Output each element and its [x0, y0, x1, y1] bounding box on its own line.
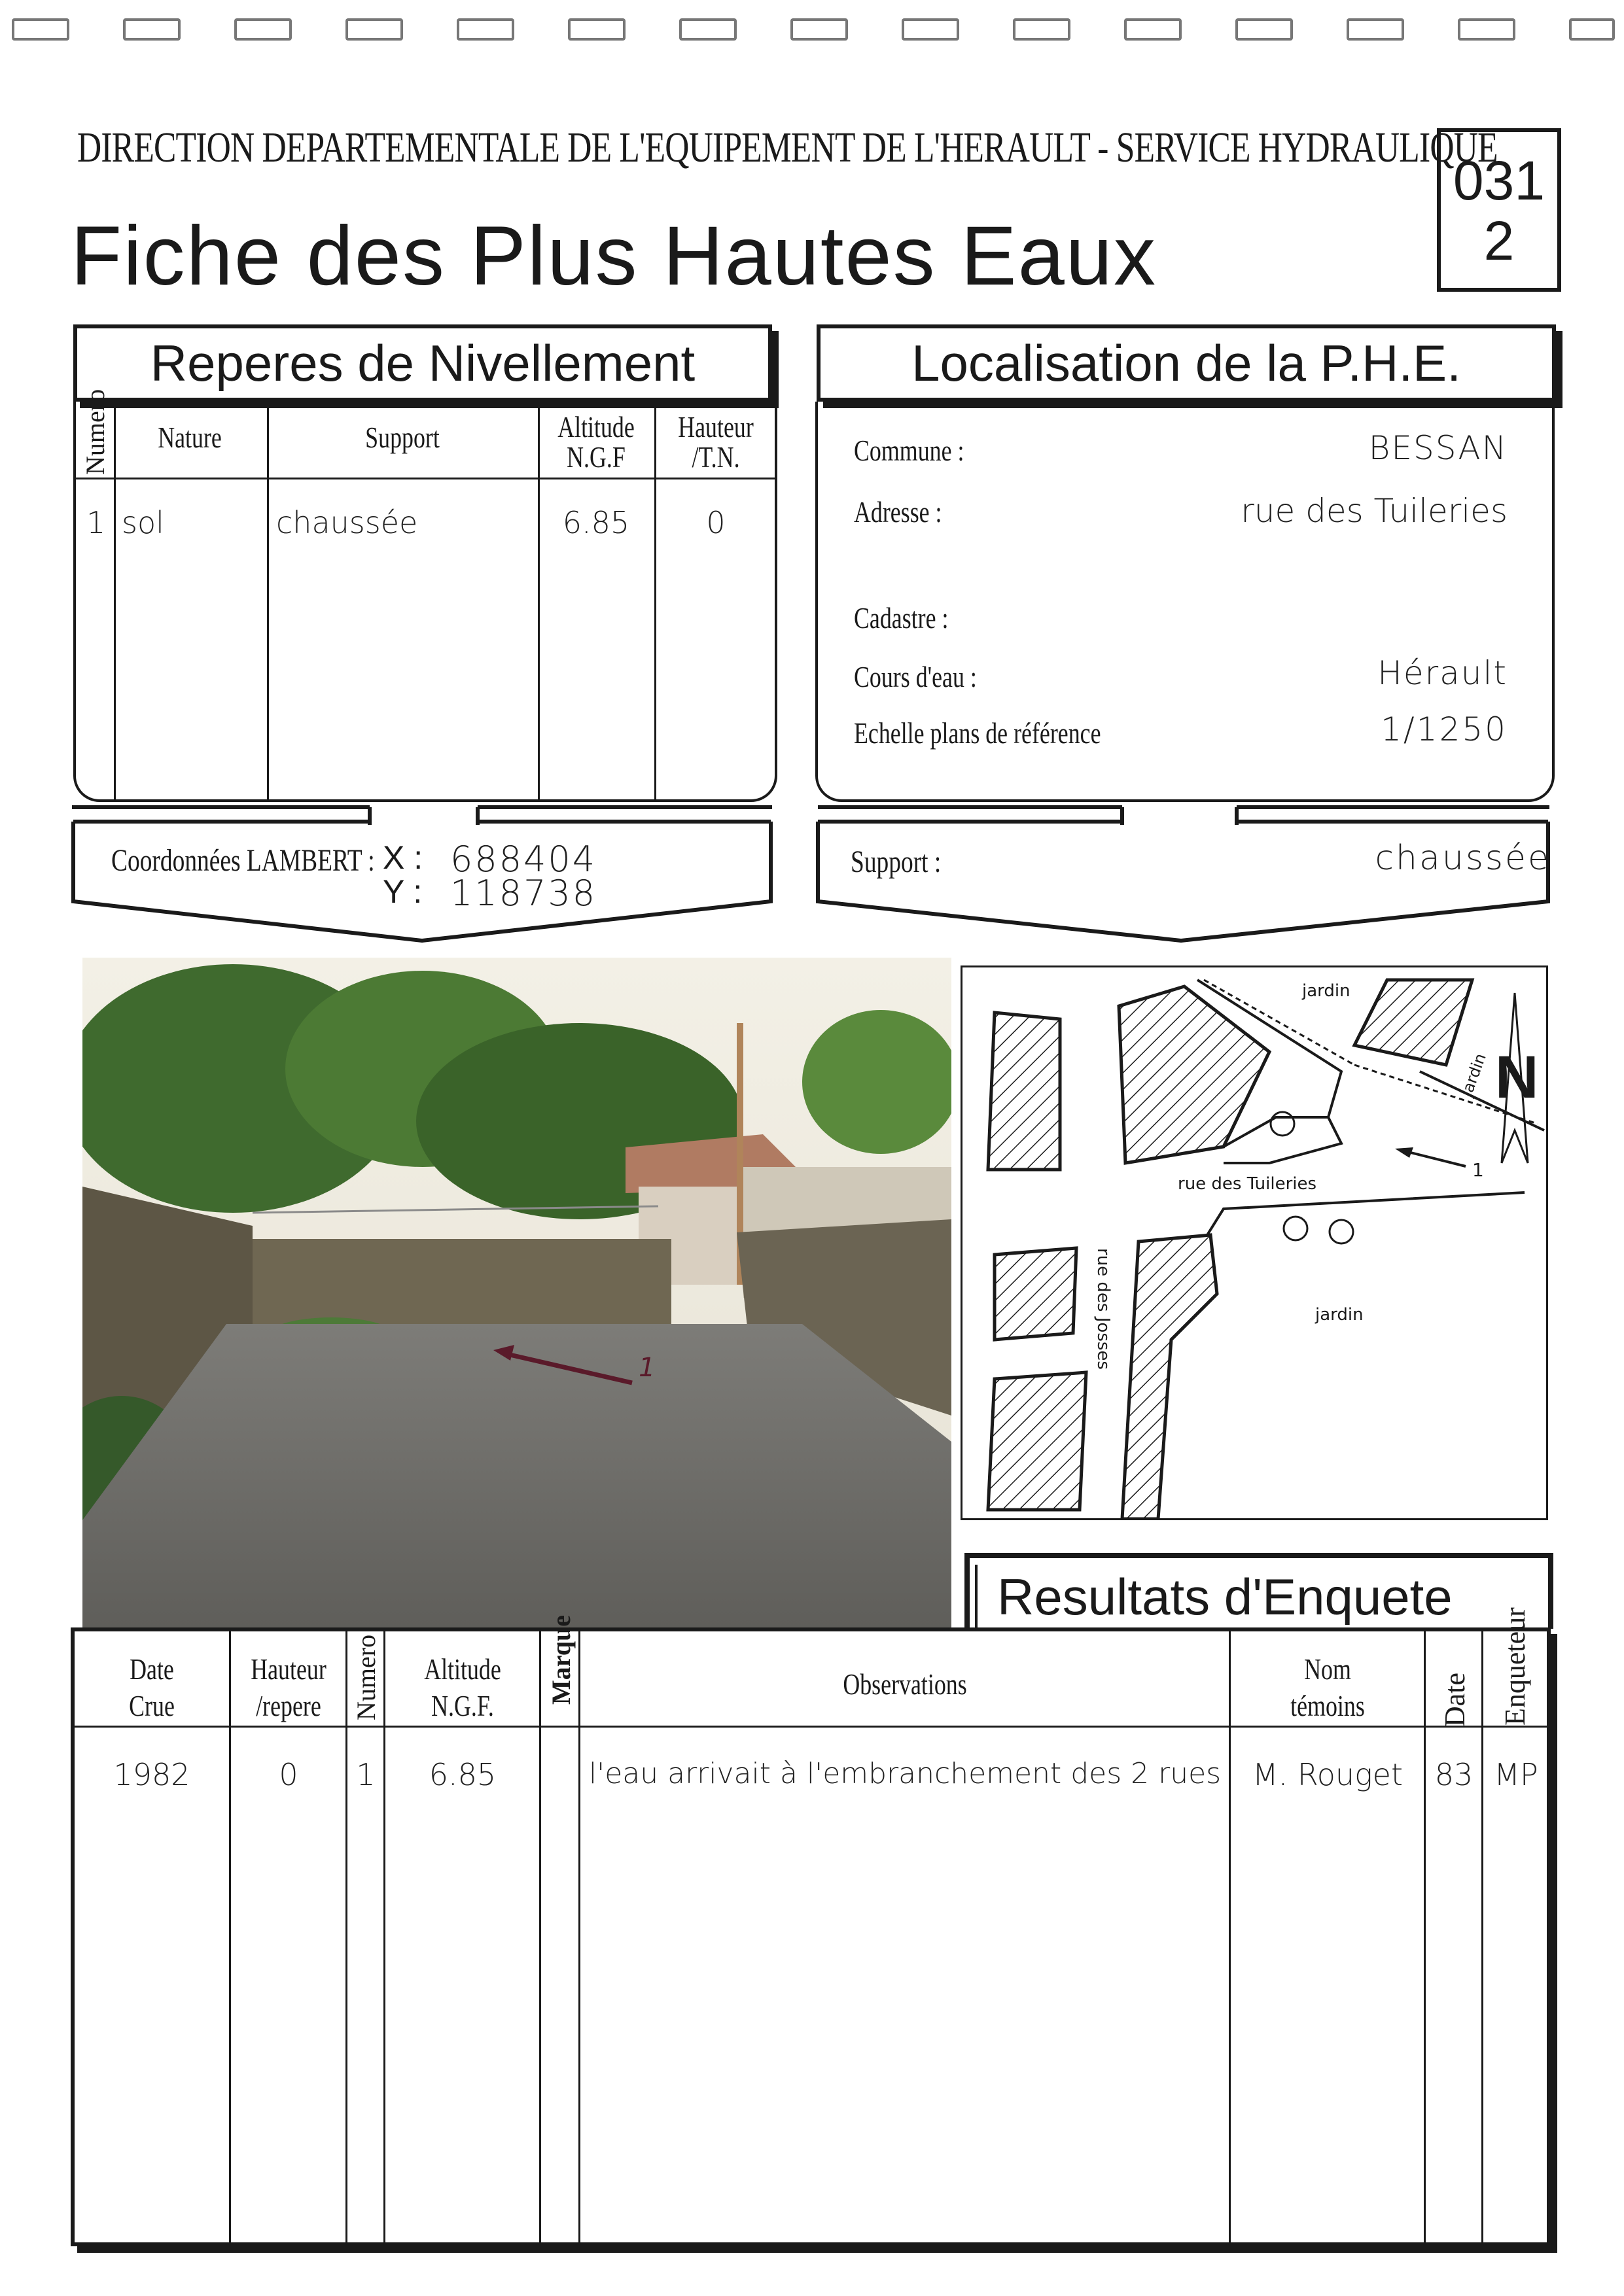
- col-header-enqueteur: Enqueteur: [1499, 1607, 1531, 1726]
- col-divider: [654, 402, 656, 802]
- binding-hole: [123, 18, 181, 41]
- col-divider: [1481, 1627, 1483, 2246]
- col-divider: [229, 1627, 231, 2246]
- resultat-date-crue: 1982: [113, 1757, 190, 1792]
- support-value: chaussée: [1375, 839, 1551, 878]
- col-divider: [345, 1627, 347, 2246]
- col-divider: [578, 1627, 580, 2246]
- resultats-header-divider: [73, 1726, 1548, 1728]
- binding-hole: [902, 18, 959, 41]
- col-divider: [539, 1627, 541, 2246]
- lambert-y: 118738: [450, 873, 597, 914]
- col-divider: [538, 402, 540, 802]
- binding-hole: [1569, 18, 1615, 41]
- col-header-hauteur-line2: /T.N.: [692, 440, 740, 474]
- north-icon: N: [1495, 1044, 1539, 1111]
- binding-hole: [1124, 18, 1182, 41]
- echelle-value: 1/1250: [1381, 710, 1508, 748]
- fiche-number-box: [1437, 128, 1561, 292]
- map-marker-label: 1: [1472, 1159, 1484, 1181]
- fiche-number: 031: [1453, 150, 1545, 211]
- map-label-rue-tuileries: rue des Tuileries: [1178, 1174, 1317, 1194]
- col-divider: [1229, 1627, 1231, 2246]
- binding-hole: [12, 18, 69, 41]
- binding-hole: [345, 18, 403, 41]
- col-header-nom-line2: témoins: [1290, 1689, 1365, 1722]
- col-header-altitude-line1: Altitude: [557, 410, 635, 444]
- reperes-heading: Reperes de Nivellement: [73, 324, 772, 402]
- adresse-label: Adresse :: [854, 495, 942, 529]
- support-label: Support :: [851, 844, 942, 879]
- col-header-altitude-line2: N.G.F.: [431, 1689, 494, 1722]
- binding-hole: [457, 18, 514, 41]
- col-header-numero: Numero: [351, 1634, 381, 1720]
- adresse-value: rue des Tuileries: [1241, 492, 1508, 530]
- localisation-heading: Localisation de la P.H.E.: [817, 324, 1556, 402]
- commune-label: Commune :: [854, 434, 964, 467]
- resultat-enqueteur: MP: [1494, 1757, 1538, 1792]
- col-header-nature: Nature: [158, 421, 222, 454]
- agency-header: DIRECTION DEPARTEMENTALE DE L'EQUIPEMENT DE L'HERAULT - SERVICE HYDRAULIQUE: [77, 124, 1498, 171]
- echelle-label: Echelle plans de référence: [854, 716, 1101, 750]
- col-header-altitude-line2: N.G.F: [567, 440, 626, 474]
- binding-holes: [0, 18, 1624, 44]
- y-label: Y :: [383, 873, 423, 910]
- col-header-support: Support: [365, 421, 440, 454]
- col-header-nom-temoins: [1252, 1651, 1402, 1724]
- repere-support: chaussée: [276, 505, 418, 540]
- coordonnees-label: Coordonnées LAMBERT :: [111, 843, 375, 878]
- col-header-numero: Numero: [80, 389, 110, 475]
- binding-hole: [568, 18, 626, 41]
- map-label-rue-josses: rue des Josses: [1093, 1248, 1113, 1370]
- resultats-heading: Resultats d'Enquete: [997, 1568, 1453, 1626]
- photo-marker-label: 1: [639, 1353, 656, 1383]
- binding-hole: [234, 18, 292, 41]
- site-photo: [82, 958, 951, 1627]
- resultat-altitude: 6.85: [429, 1757, 497, 1792]
- col-header-hauteur-line1: Hauteur: [251, 1652, 327, 1686]
- fiche-sub-number: 2: [1483, 210, 1515, 271]
- resultat-numero: 1: [356, 1757, 376, 1792]
- col-divider: [267, 402, 269, 802]
- col-header-date-crue-line2: Crue: [129, 1689, 175, 1722]
- binding-hole: [1458, 18, 1515, 41]
- col-header-date-crue-line1: Date: [130, 1652, 174, 1686]
- repere-numero: 1: [86, 505, 106, 540]
- map-label-jardin-top: jardin: [1302, 981, 1350, 1001]
- binding-hole: [679, 18, 737, 41]
- binding-hole: [1013, 18, 1070, 41]
- page-title: Fiche des Plus Hautes Eaux: [71, 209, 1157, 303]
- col-header-hauteur: [670, 412, 762, 472]
- repere-hauteur: 0: [706, 505, 726, 540]
- col-header-date: Date: [1439, 1672, 1471, 1727]
- col-divider: [383, 1627, 385, 2246]
- location-map-drawing: [962, 967, 1547, 1519]
- col-header-altitude: [403, 1651, 523, 1724]
- repere-altitude: 6.85: [562, 505, 630, 540]
- binding-hole: [1235, 18, 1293, 41]
- cours-eau-label: Cours d'eau :: [854, 660, 977, 693]
- col-header-altitude-line1: Altitude: [424, 1652, 501, 1686]
- col-header-hauteur-line1: Hauteur: [678, 410, 754, 444]
- cours-eau-value: Hérault: [1377, 654, 1508, 692]
- col-header-marque: Marque: [546, 1614, 576, 1705]
- col-header-altitude: [553, 412, 640, 472]
- resultat-hauteur: 0: [279, 1757, 298, 1792]
- resultat-date: 83: [1434, 1757, 1474, 1792]
- repere-nature: sol: [122, 505, 164, 540]
- lambert-x: 688404: [450, 839, 597, 880]
- col-divider: [114, 402, 116, 802]
- col-header-hauteur-line2: /repere: [256, 1689, 321, 1722]
- cadastre-label: Cadastre :: [854, 601, 949, 635]
- col-header-nom-line1: Nom: [1304, 1652, 1351, 1686]
- resultat-nom-temoin: M. Rouget: [1252, 1757, 1403, 1792]
- col-header-date-crue: [92, 1651, 212, 1724]
- reperes-header-divider: [75, 478, 775, 479]
- resultat-observations: l'eau arrivait à l'embranchement des 2 rues: [588, 1757, 1222, 1790]
- commune-value: BESSAN: [1368, 429, 1508, 467]
- map-label-jardin-bottom: jardin: [1315, 1305, 1364, 1325]
- col-header-hauteur-repere: [244, 1651, 333, 1724]
- binding-hole: [1347, 18, 1404, 41]
- map-label-jardin-right: jardin: [1457, 1051, 1490, 1100]
- col-header-observations: Observations: [843, 1667, 967, 1701]
- binding-hole: [790, 18, 848, 41]
- x-label: X :: [383, 839, 423, 876]
- col-divider: [1424, 1627, 1426, 2246]
